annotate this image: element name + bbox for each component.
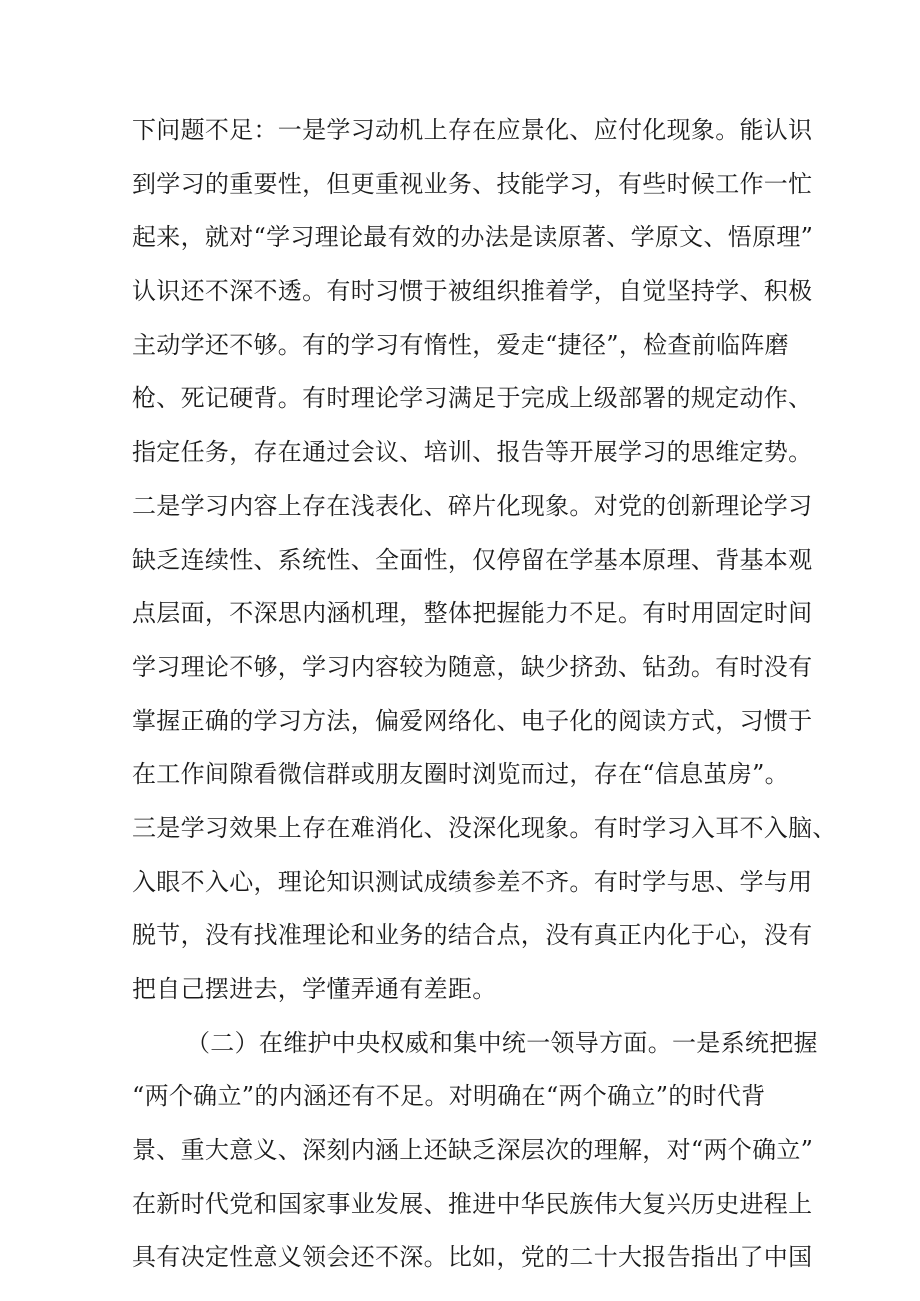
text-line: 具有决定性意义领会还不深。比如，党的二十大报告指出了中国 [132, 1243, 813, 1272]
text-line: 在新时代党和国家事业发展、推进中华民族伟大复兴历史进程上 [132, 1189, 813, 1218]
section-heading-line: （二）在维护中央权威和集中统一领导方面。一是系统把握 [186, 1028, 818, 1057]
text-line: 认识还不深不透。有时习惯于被组织推着学，自觉坚持学、积极 [132, 277, 813, 306]
text-line: 枪、死记硬背。有时理论学习满足于完成上级部署的规定动作、 [132, 384, 813, 413]
text-line: 在工作间隙看微信群或朋友圈时浏览而过，存在“信息茧房”。 [132, 760, 789, 789]
text-line: 把自己摆进去，学懂弄通有差距。 [132, 975, 497, 1003]
text-line: 入眼不入心，理论知识测试成绩参差不齐。有时学与思、学与用 [132, 867, 813, 896]
text-line: 指定任务，存在通过会议、培训、报告等开展学习的思维定势。 [132, 438, 813, 467]
text-line: 学习理论不够，学习内容较为随意，缺少挤劲、钻劲。有时没有 [132, 652, 813, 681]
text-line: 主动学还不够。有的学习有惰性，爱走“捷径”，检查前临阵磨 [132, 330, 789, 359]
document-body [132, 104, 837, 1285]
text-line: 景、重大意义、深刻内涵上还缺乏深层次的理解，对“两个确立” [132, 1136, 814, 1165]
text-line: 到学习的重要性，但更重视业务、技能学习，有些时候工作一忙 [132, 169, 813, 198]
text-line: 起来，就对“学习理论最有效的办法是读原著、学原文、悟原理” [132, 223, 814, 252]
text-line: “两个确立”的内涵还有不足。对明确在“两个确立”的时代背 [132, 1082, 766, 1111]
text-line: 缺乏连续性、系统性、全面性，仅停留在学基本原理、背基本观 [132, 545, 813, 574]
text-line: 掌握正确的学习方法，偏爱网络化、电子化的阅读方式，习惯于 [132, 706, 813, 735]
text-line: 点层面，不深思内涵机理，整体把握能力不足。有时用固定时间 [132, 599, 813, 628]
text-line: 脱节，没有找准理论和业务的结合点，没有真正内化于心，没有 [132, 921, 813, 950]
text-line: 二是学习内容上存在浅表化、碎片化现象。对党的创新理论学习 [132, 491, 813, 520]
text-line: 下问题不足：一是学习动机上存在应景化、应付化现象。能认识 [132, 116, 813, 144]
text-line: 三是学习效果上存在难消化、没深化现象。有时学习入耳不入脑、 [132, 813, 837, 842]
